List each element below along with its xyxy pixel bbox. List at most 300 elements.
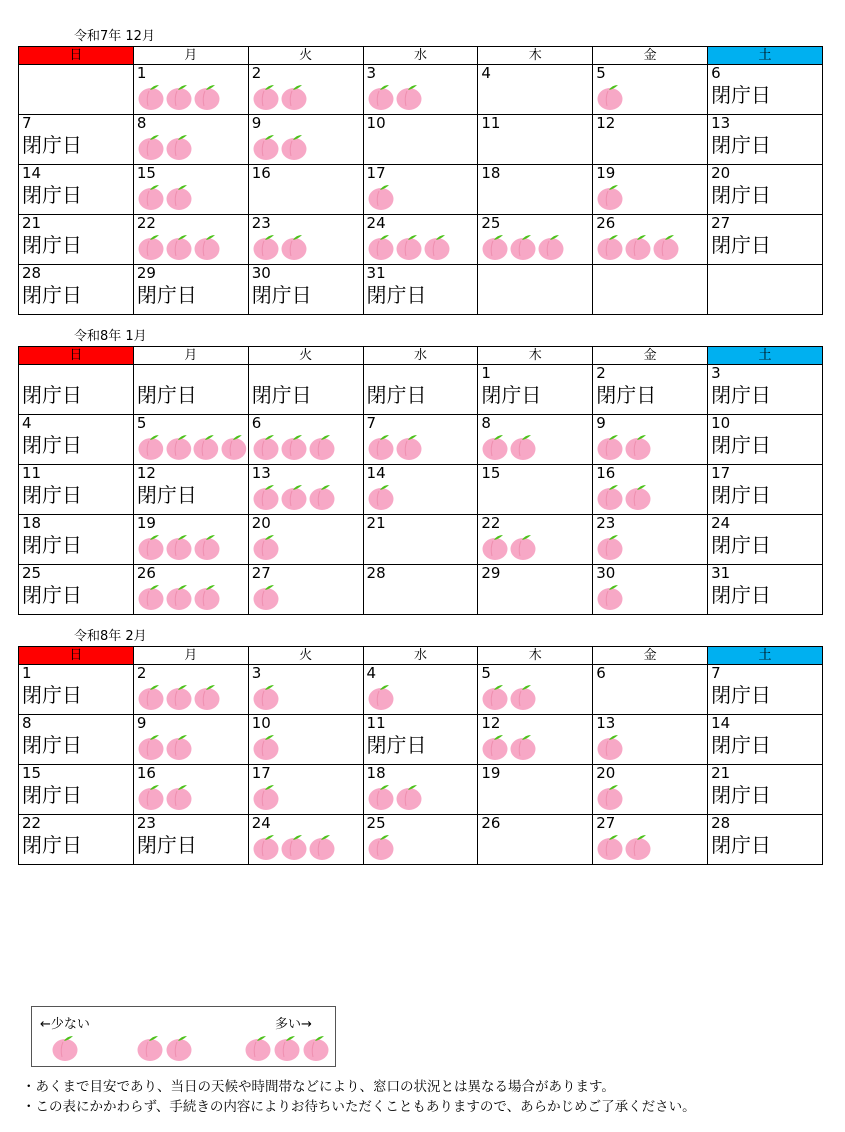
weekday-1: 月	[133, 47, 248, 65]
day-number: 8	[22, 714, 32, 732]
peach-icon	[274, 1033, 301, 1061]
peach-icon	[597, 82, 624, 110]
day-number: 4	[22, 414, 32, 432]
day-cell	[478, 215, 593, 265]
weekday-6: 土	[708, 347, 823, 365]
day-cell	[19, 715, 134, 765]
weekday-2: 火	[248, 47, 363, 65]
day-cell	[363, 365, 478, 415]
day-number: 19	[481, 764, 501, 782]
peach-icon	[166, 432, 193, 460]
day-number: 11	[366, 714, 386, 732]
week-row	[19, 115, 823, 165]
congestion-indicator	[138, 582, 248, 610]
peach-icon	[52, 1033, 79, 1061]
congestion-indicator	[138, 532, 248, 560]
day-number: 17	[711, 464, 731, 482]
congestion-indicator	[597, 782, 707, 810]
day-cell	[478, 765, 593, 815]
peach-icon	[396, 232, 423, 260]
day-number: 29	[481, 564, 501, 582]
peach-icon	[166, 1033, 193, 1061]
closed-label: 閉庁日	[711, 233, 772, 257]
peach-icon	[221, 432, 248, 460]
weekday-header	[19, 47, 823, 65]
day-number: 30	[596, 564, 616, 582]
congestion-indicator	[253, 82, 363, 110]
day-number: 4	[366, 664, 377, 682]
day-number: 14	[22, 164, 42, 182]
closed-label: 閉庁日	[251, 383, 312, 407]
day-cell	[708, 665, 823, 715]
weekday-0: 日	[19, 647, 134, 665]
peach-icon	[253, 232, 280, 260]
day-number: 26	[481, 814, 501, 832]
day-cell	[19, 765, 134, 815]
weekday-3: 水	[363, 347, 478, 365]
peach-icon	[281, 482, 308, 510]
weekday-2: 火	[248, 647, 363, 665]
day-cell	[19, 265, 134, 315]
week-row	[19, 815, 823, 865]
congestion-indicator	[138, 82, 248, 110]
closed-label: 閉庁日	[711, 783, 772, 807]
day-cell	[133, 65, 248, 115]
day-number: 9	[596, 414, 606, 432]
day-number: 24	[366, 214, 386, 232]
congestion-indicator	[597, 182, 707, 210]
day-number: 15	[481, 464, 501, 482]
day-cell	[363, 215, 478, 265]
peach-icon	[194, 532, 221, 560]
day-cell	[478, 265, 593, 315]
day-cell	[133, 565, 248, 615]
closed-label: 閉庁日	[22, 233, 82, 257]
day-number: 20	[596, 764, 616, 782]
day-number: 22	[136, 214, 156, 232]
week-row	[19, 215, 823, 265]
day-number: 15	[22, 764, 42, 782]
month-calendar	[18, 629, 823, 865]
legend-level-2	[137, 1033, 193, 1061]
peach-icon	[281, 832, 308, 860]
day-cell	[133, 515, 248, 565]
day-cell	[593, 715, 708, 765]
day-cell	[133, 265, 248, 315]
day-number: 31	[711, 564, 731, 582]
congestion-indicator	[482, 432, 592, 460]
weekday-4: 木	[478, 647, 593, 665]
day-number: 11	[22, 464, 42, 482]
day-cell	[708, 165, 823, 215]
congestion-indicator	[138, 232, 248, 260]
day-number: 13	[596, 714, 616, 732]
closed-label: 閉庁日	[136, 283, 197, 307]
peach-icon	[281, 232, 308, 260]
congestion-indicator	[597, 82, 707, 110]
day-number: 17	[366, 164, 386, 182]
day-cell	[363, 265, 478, 315]
day-number: 12	[596, 114, 616, 132]
day-cell	[363, 115, 478, 165]
day-number: 6	[596, 664, 606, 682]
day-number: 18	[366, 764, 386, 782]
day-cell	[133, 165, 248, 215]
day-number: 30	[251, 264, 271, 282]
peach-icon	[510, 232, 537, 260]
day-number: 18	[22, 514, 42, 532]
congestion-indicator	[138, 432, 248, 460]
day-number: 21	[366, 514, 386, 532]
peach-icon	[253, 682, 280, 710]
day-cell	[19, 365, 134, 415]
day-number: 9	[251, 114, 262, 132]
day-number: 25	[481, 214, 501, 232]
month-title: 令和8年 1月	[74, 329, 147, 344]
day-number: 9	[136, 714, 147, 732]
day-cell	[19, 415, 134, 465]
peach-icon	[368, 782, 395, 810]
peach-icon	[653, 232, 680, 260]
day-cell	[593, 765, 708, 815]
day-cell	[363, 465, 478, 515]
day-cell	[708, 565, 823, 615]
day-number: 12	[481, 714, 501, 732]
day-cell	[478, 565, 593, 615]
day-number: 14	[711, 714, 731, 732]
congestion-indicator	[597, 832, 707, 860]
weekday-6: 土	[708, 647, 823, 665]
closed-label: 閉庁日	[711, 383, 772, 407]
day-cell	[248, 165, 363, 215]
weekday-4: 木	[478, 347, 593, 365]
peach-icon	[597, 432, 624, 460]
week-row	[19, 765, 823, 815]
day-number: 27	[251, 564, 271, 582]
day-number: 29	[136, 264, 156, 282]
day-number	[252, 365, 363, 382]
peach-icon	[166, 582, 193, 610]
day-number: 10	[711, 414, 731, 432]
day-cell	[593, 115, 708, 165]
day-cell	[19, 115, 134, 165]
peach-icon	[166, 132, 193, 160]
peach-icon	[597, 532, 624, 560]
closed-label: 閉庁日	[22, 283, 82, 307]
day-cell	[593, 815, 708, 865]
weekday-header	[19, 647, 823, 665]
day-number: 1	[481, 364, 491, 382]
weekday-header	[19, 347, 823, 365]
peach-icon	[368, 682, 395, 710]
day-number: 13	[251, 464, 271, 482]
day-cell	[593, 165, 708, 215]
congestion-indicator	[368, 832, 478, 860]
day-cell	[478, 715, 593, 765]
day-cell	[363, 65, 478, 115]
day-cell	[248, 815, 363, 865]
day-cell	[19, 65, 134, 115]
peach-icon	[368, 832, 395, 860]
day-cell	[478, 365, 593, 415]
peach-icon	[482, 682, 509, 710]
peach-icon	[510, 432, 537, 460]
closed-label: 閉庁日	[366, 283, 427, 307]
day-number: 1	[22, 664, 32, 682]
day-cell	[133, 365, 248, 415]
week-row	[19, 665, 823, 715]
day-cell	[248, 715, 363, 765]
day-number: 5	[136, 414, 147, 432]
peach-icon	[368, 482, 395, 510]
congestion-indicator	[253, 532, 363, 560]
day-cell	[133, 115, 248, 165]
day-cell	[593, 565, 708, 615]
note-1: ・あくまで目安であり、当日の天候や時間帯などにより、窓口の状況とは異なる場合があります。	[22, 1079, 615, 1095]
peach-icon	[138, 732, 165, 760]
weekday-4: 木	[478, 47, 593, 65]
congestion-indicator	[482, 732, 592, 760]
day-cell	[19, 465, 134, 515]
month-calendar	[18, 329, 823, 615]
peach-icon	[253, 132, 280, 160]
closed-label: 閉庁日	[711, 833, 772, 857]
day-number: 6	[251, 414, 262, 432]
day-number: 6	[711, 64, 721, 82]
day-number: 5	[481, 664, 491, 682]
peach-icon	[396, 82, 423, 110]
peach-icon	[193, 432, 220, 460]
peach-icon	[166, 782, 193, 810]
congestion-indicator	[597, 432, 707, 460]
closed-label: 閉庁日	[22, 733, 82, 757]
day-cell	[708, 465, 823, 515]
peach-icon	[368, 432, 395, 460]
closed-label: 閉庁日	[596, 383, 657, 407]
weekday-0: 日	[19, 347, 134, 365]
day-number: 14	[366, 464, 386, 482]
day-number: 21	[22, 214, 42, 232]
day-number: 19	[596, 164, 616, 182]
day-cell	[593, 65, 708, 115]
congestion-indicator	[138, 682, 248, 710]
week-row	[19, 265, 823, 315]
day-number: 15	[136, 164, 156, 182]
day-cell	[593, 515, 708, 565]
congestion-indicator	[597, 232, 707, 260]
peach-icon	[138, 132, 165, 160]
congestion-indicator	[253, 782, 363, 810]
day-cell	[478, 815, 593, 865]
day-cell	[708, 215, 823, 265]
peach-icon	[538, 232, 565, 260]
congestion-indicator	[253, 582, 363, 610]
day-number: 3	[711, 364, 721, 382]
day-number: 24	[251, 814, 271, 832]
day-cell	[363, 765, 478, 815]
day-cell	[708, 765, 823, 815]
peach-icon	[245, 1033, 272, 1061]
peach-icon	[166, 532, 193, 560]
legend-few-label: ←少ない	[40, 1017, 90, 1032]
day-cell	[593, 465, 708, 515]
closed-label: 閉庁日	[366, 733, 427, 757]
congestion-indicator	[597, 532, 707, 560]
day-cell	[478, 465, 593, 515]
congestion-indicator	[597, 482, 707, 510]
peach-icon	[166, 182, 193, 210]
day-number	[137, 365, 248, 382]
peach-icon	[166, 682, 193, 710]
peach-icon	[138, 682, 165, 710]
day-number: 5	[596, 64, 606, 82]
week-row	[19, 515, 823, 565]
peach-icon	[597, 182, 624, 210]
congestion-indicator	[368, 232, 478, 260]
peach-icon	[253, 82, 280, 110]
peach-icon	[510, 532, 537, 560]
closed-label: 閉庁日	[481, 383, 542, 407]
day-number: 16	[251, 164, 271, 182]
day-number: 3	[366, 64, 377, 82]
legend-level-1	[52, 1033, 79, 1061]
weekday-5: 金	[593, 347, 708, 365]
closed-label: 閉庁日	[711, 483, 772, 507]
day-number: 18	[481, 164, 501, 182]
congestion-indicator	[482, 682, 592, 710]
peach-icon	[482, 532, 509, 560]
day-cell	[248, 765, 363, 815]
peach-icon	[253, 582, 280, 610]
peach-icon	[482, 732, 509, 760]
day-cell	[363, 815, 478, 865]
peach-icon	[253, 532, 280, 560]
peach-icon	[597, 232, 624, 260]
peach-icon	[138, 582, 165, 610]
peach-icon	[281, 132, 308, 160]
congestion-indicator	[368, 182, 478, 210]
peach-icon	[396, 782, 423, 810]
month-calendar	[18, 29, 823, 315]
congestion-legend	[31, 1006, 336, 1067]
week-row	[19, 465, 823, 515]
day-cell	[248, 415, 363, 465]
day-cell	[248, 565, 363, 615]
congestion-indicator	[138, 132, 248, 160]
weekday-3: 水	[363, 47, 478, 65]
day-number: 7	[711, 664, 721, 682]
day-number: 19	[136, 514, 156, 532]
day-number	[22, 365, 133, 382]
peach-icon	[166, 232, 193, 260]
day-number: 26	[136, 564, 156, 582]
peach-icon	[424, 232, 451, 260]
day-cell	[593, 265, 708, 315]
peach-icon	[368, 232, 395, 260]
legend-level-3	[245, 1033, 330, 1061]
day-cell	[248, 665, 363, 715]
peach-icon	[138, 182, 165, 210]
day-number: 3	[251, 664, 262, 682]
week-row	[19, 165, 823, 215]
peach-icon	[396, 432, 423, 460]
peach-icon	[625, 832, 652, 860]
congestion-indicator	[138, 732, 248, 760]
peach-icon	[597, 832, 624, 860]
weekday-6: 土	[708, 47, 823, 65]
congestion-indicator	[253, 732, 363, 760]
day-number: 28	[22, 264, 42, 282]
month-title: 令和8年 2月	[74, 629, 147, 644]
day-cell	[19, 165, 134, 215]
congestion-indicator	[253, 132, 363, 160]
peach-icon	[510, 732, 537, 760]
day-cell	[248, 115, 363, 165]
legend-many-label: 多い→	[275, 1017, 312, 1032]
congestion-indicator	[368, 432, 478, 460]
closed-label: 閉庁日	[22, 483, 82, 507]
closed-label: 閉庁日	[22, 533, 82, 557]
day-cell	[363, 715, 478, 765]
closed-label: 閉庁日	[22, 783, 82, 807]
closed-label: 閉庁日	[711, 83, 772, 107]
day-cell	[363, 165, 478, 215]
closed-label: 閉庁日	[22, 583, 82, 607]
peach-icon	[253, 832, 280, 860]
day-number: 23	[251, 214, 271, 232]
congestion-indicator	[253, 832, 363, 860]
day-cell	[478, 415, 593, 465]
closed-label: 閉庁日	[22, 683, 82, 707]
peach-icon	[166, 82, 193, 110]
closed-label: 閉庁日	[711, 683, 772, 707]
day-cell	[19, 665, 134, 715]
peach-icon	[138, 782, 165, 810]
day-cell	[133, 815, 248, 865]
day-number: 28	[711, 814, 731, 832]
peach-icon	[253, 482, 280, 510]
week-row	[19, 715, 823, 765]
day-number: 16	[136, 764, 156, 782]
day-cell	[19, 815, 134, 865]
peach-icon	[625, 232, 652, 260]
peach-icon	[138, 82, 165, 110]
week-row	[19, 365, 823, 415]
day-number: 2	[596, 364, 606, 382]
weekday-5: 金	[593, 47, 708, 65]
congestion-indicator	[253, 232, 363, 260]
closed-label: 閉庁日	[22, 833, 82, 857]
congestion-indicator	[138, 782, 248, 810]
day-cell	[19, 565, 134, 615]
day-number: 21	[711, 764, 731, 782]
day-number: 11	[481, 114, 501, 132]
peach-icon	[137, 1033, 164, 1061]
peach-icon	[194, 582, 221, 610]
closed-label: 閉庁日	[22, 433, 82, 457]
day-cell	[478, 115, 593, 165]
day-cell	[478, 165, 593, 215]
closed-label: 閉庁日	[136, 383, 197, 407]
day-cell	[248, 465, 363, 515]
peach-icon	[253, 732, 280, 760]
closed-label: 閉庁日	[711, 433, 772, 457]
peach-icon	[597, 782, 624, 810]
day-number: 13	[711, 114, 731, 132]
peach-icon	[597, 732, 624, 760]
day-cell	[478, 515, 593, 565]
note-2: ・この表にかかわらず、手続きの内容によりお待ちいただくこともありますので、あらかじめご了承ください。	[22, 1099, 696, 1115]
